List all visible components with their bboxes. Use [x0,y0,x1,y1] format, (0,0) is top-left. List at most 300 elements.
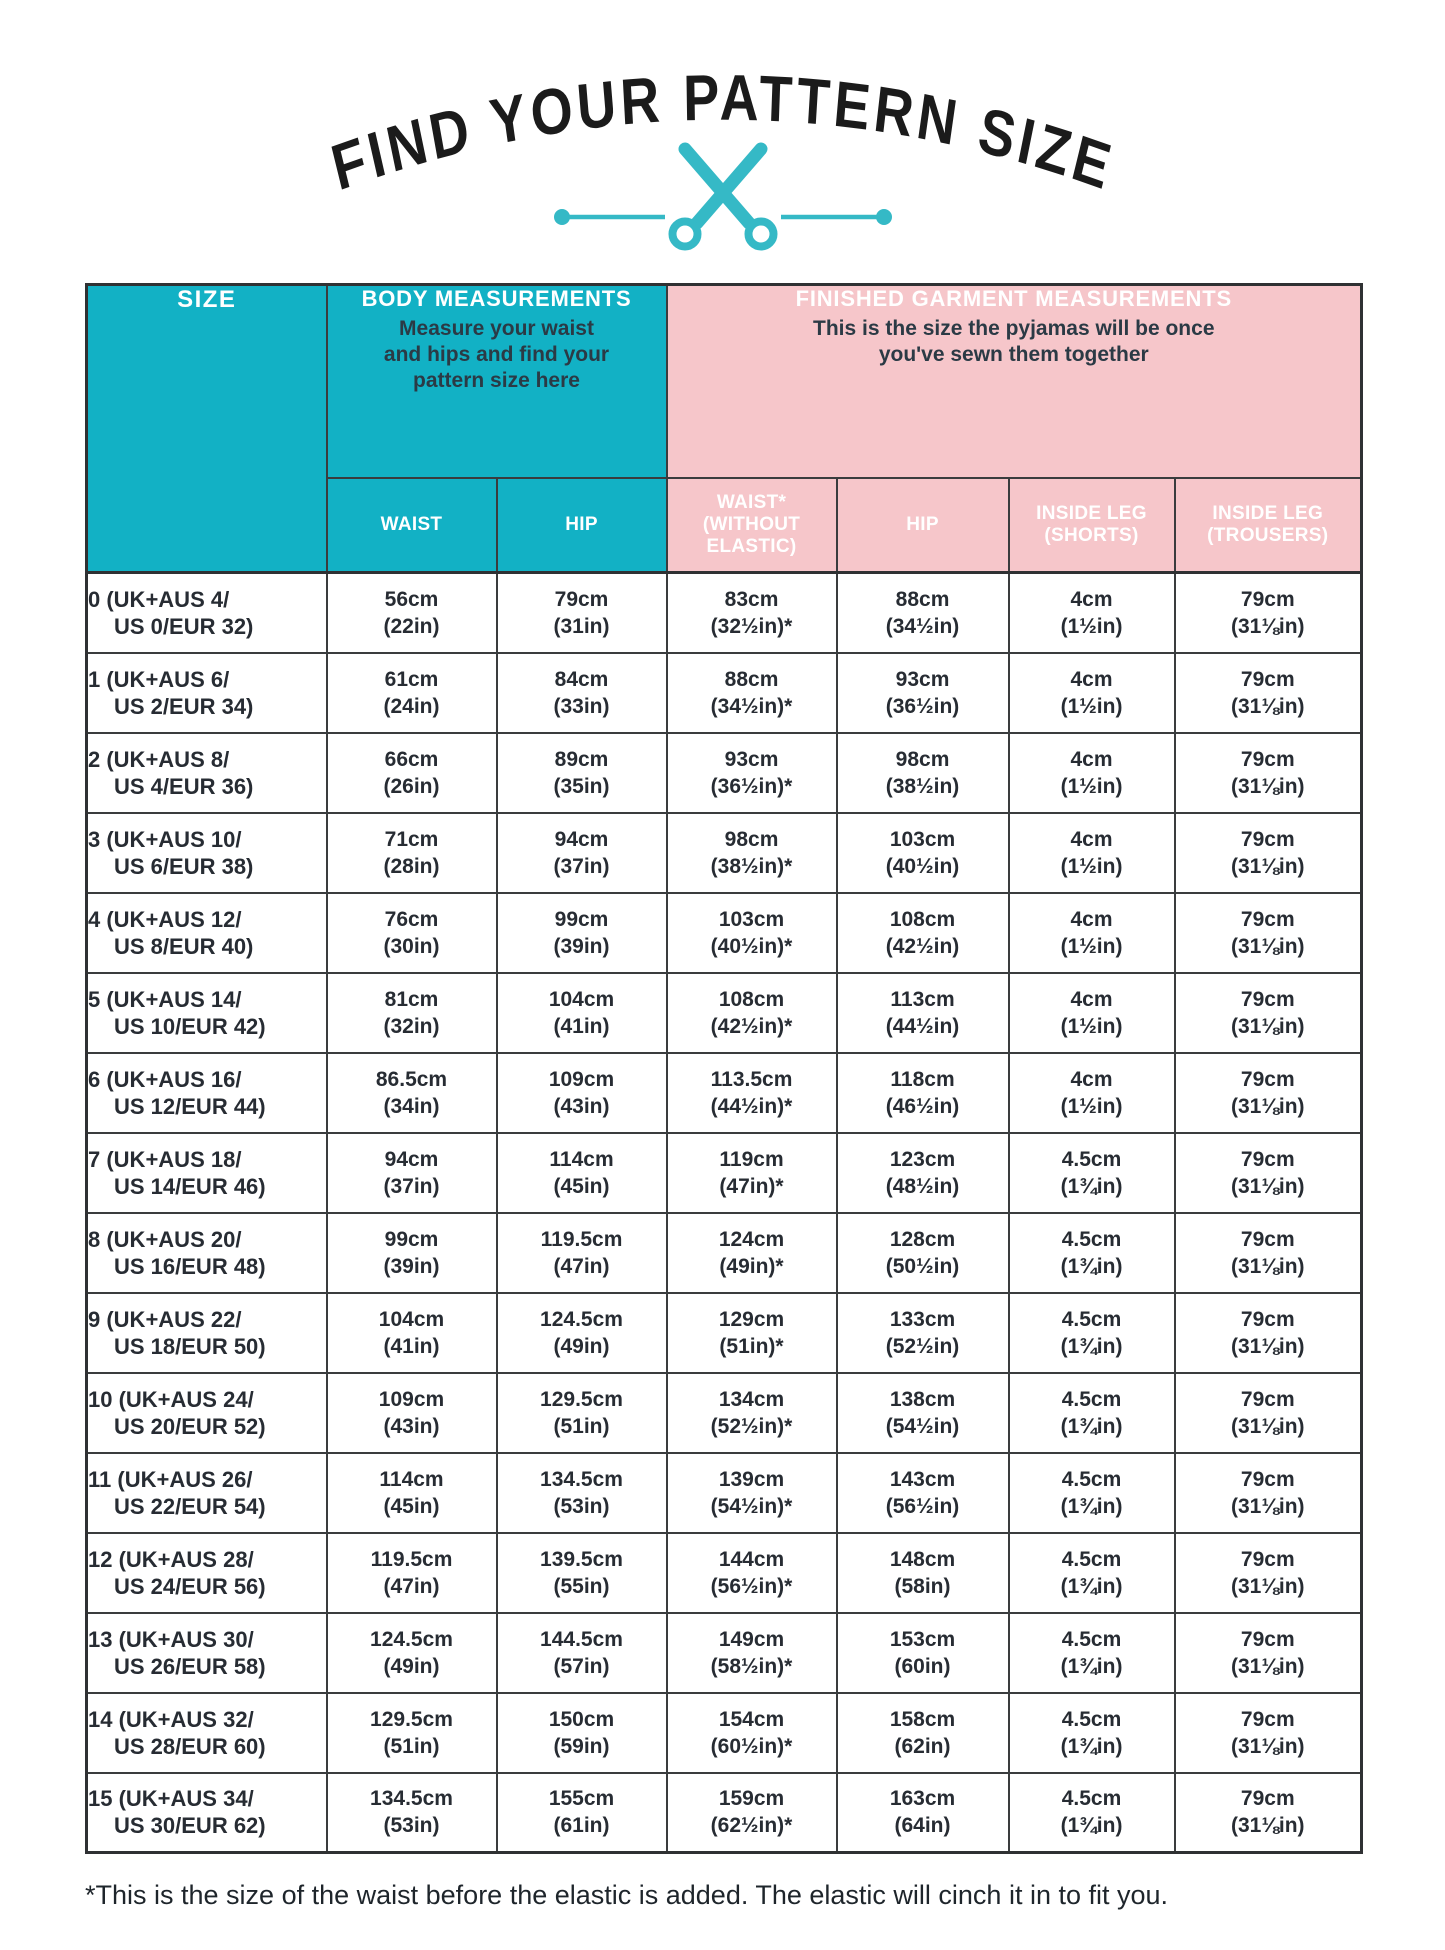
size-label-cell [87,1773,327,1853]
size-label-line: US 6/EUR 38) [114,853,254,879]
size-label-line: US 30/EUR 62) [114,1813,266,1839]
measurement-inches: (31⅛in) [1231,1174,1305,1198]
measurement-cell [497,893,667,973]
measurement-cell [837,1773,1009,1853]
measurement-inches: (1½in) [1060,1094,1123,1118]
measurement-cell [667,653,837,733]
table-row [87,1693,1362,1773]
measurement-cell [1175,653,1362,733]
measurement-cm: 138cm [889,1387,956,1411]
measurement-cm: 104cm [548,987,615,1011]
footnote: *This is the size of the waist before the elastic is added. The elastic will cinch it in to fit you. [85,1880,1169,1910]
finished-garment-header [667,285,1362,478]
measurement-inches: (32½in)* [710,614,793,638]
measurement-cell [1009,813,1175,893]
measurement-inches: (64in) [894,1814,951,1838]
measurement-cm: 88cm [724,667,779,691]
size-label-line: US 14/EUR 46) [114,1173,266,1199]
size-label-line: US 8/EUR 40) [114,933,254,959]
measurement-inches: (40½in) [885,854,960,878]
measurement-cell [837,1533,1009,1613]
measurement-cell [497,1293,667,1373]
measurement-inches: (47in) [383,1574,440,1598]
size-column-header: SIZE [87,285,327,573]
measurement-cell [497,973,667,1053]
size-label-line: 7 (UK+AUS 18/ [88,1146,242,1172]
measurement-inches: (1¾in) [1060,1414,1123,1438]
measurement-cm: 119.5cm [370,1547,453,1571]
measurement-inches: (31⅛in) [1231,774,1305,798]
measurement-cm: 94cm [554,827,609,851]
measurement-cm: 144.5cm [540,1627,623,1651]
measurement-cell [1175,1453,1362,1533]
size-label-line: US 16/EUR 48) [114,1253,266,1279]
measurement-cell [327,1133,497,1213]
measurement-cell [667,1453,837,1533]
measurement-inches: (1½in) [1060,854,1123,878]
size-label-line: US 12/EUR 44) [114,1093,266,1119]
measurement-inches: (1½in) [1060,774,1123,798]
size-table [85,283,1363,1854]
measurement-cm: 158cm [889,1707,956,1731]
measurement-inches: (40½in)* [710,934,793,958]
measurement-cm: 79cm [1240,1307,1295,1331]
measurement-inches: (44½in)* [710,1094,793,1118]
measurement-inches: (60in) [894,1654,951,1678]
measurement-cell [667,573,837,653]
table-row [87,1533,1362,1613]
measurement-inches: (1¾in) [1060,1494,1123,1518]
measurement-inches: (46½in) [885,1094,960,1118]
measurement-cm: 4.5cm [1061,1467,1122,1491]
measurement-inches: (52½in)* [710,1414,793,1438]
scissors-blade [697,149,761,223]
table-row [87,1293,1362,1373]
measurement-inches: (31⅛in) [1231,694,1305,718]
measurement-cell [1009,1613,1175,1693]
measurement-cm: 148cm [889,1547,956,1571]
table-row [87,1213,1362,1293]
measurement-cm: 79cm [1240,1547,1295,1571]
finished-garment-title: FINISHED GARMENT MEASUREMENTS [795,286,1232,311]
measurement-inches: (1¾in) [1060,1334,1123,1358]
measurement-inches: (31⅛in) [1231,854,1305,878]
size-label-line: 5 (UK+AUS 14/ [88,986,242,1012]
page-title: FIND YOUR PATTERN SIZE [324,60,1121,205]
measurement-cell [667,1613,837,1693]
measurement-cell [327,573,497,653]
size-label-cell [87,1133,327,1213]
table-row [87,1773,1362,1853]
scissors-blade [685,149,749,223]
measurement-cm: 4.5cm [1061,1707,1122,1731]
size-label-line: US 26/EUR 58) [114,1653,266,1679]
measurement-cm: 124cm [718,1227,785,1251]
column-header-garment-hip: HIP [837,478,1009,573]
measurement-cm: 84cm [554,667,609,691]
measurement-cell [1009,733,1175,813]
size-label-line: 10 (UK+AUS 24/ [88,1386,254,1412]
measurement-inches: (31⅛in) [1231,1254,1305,1278]
measurement-inches: (34½in) [885,614,960,638]
measurement-cm: 99cm [384,1227,439,1251]
measurement-inches: (61in) [553,1814,610,1838]
measurement-cell [497,1053,667,1133]
measurement-inches: (1¾in) [1060,1814,1123,1838]
measurement-cm: 98cm [895,747,950,771]
measurement-cell [327,973,497,1053]
measurement-inches: (43in) [553,1094,610,1118]
measurement-cm: 79cm [1240,1467,1295,1491]
measurement-cm: 81cm [384,987,439,1011]
measurement-inches: (62½in)* [710,1814,793,1838]
measurement-inches: (31⅛in) [1231,1094,1305,1118]
measurement-cell [1175,573,1362,653]
measurement-cm: 129.5cm [540,1387,623,1411]
size-label-line: 15 (UK+AUS 34/ [88,1786,254,1812]
measurement-cell [837,1293,1009,1373]
measurement-inches: (36½in) [885,694,960,718]
measurement-cm: 150cm [548,1707,615,1731]
measurement-cell [1175,973,1362,1053]
measurement-cm: 93cm [724,747,779,771]
measurement-cell [1009,973,1175,1053]
measurement-cm: 143cm [889,1467,956,1491]
measurement-cell [667,1213,837,1293]
size-label-line: US 20/EUR 52) [114,1413,266,1439]
table-row [87,813,1362,893]
measurement-cm: 108cm [889,907,956,931]
measurement-cell [1009,1293,1175,1373]
size-label-line: US 4/EUR 36) [114,773,254,799]
measurement-cm: 128cm [889,1227,956,1251]
measurement-cm: 4cm [1070,907,1113,931]
measurement-inches: (34in) [383,1094,440,1118]
measurement-cm: 103cm [889,827,956,851]
measurement-cell [1175,1373,1362,1453]
measurement-cm: 4.5cm [1061,1227,1122,1251]
size-label-cell [87,1453,327,1533]
measurement-cm: 4cm [1070,747,1113,771]
scissors-icon [553,137,893,252]
measurement-cell [1009,653,1175,733]
measurement-inches: (31⅛in) [1231,1574,1305,1598]
measurement-cell [837,733,1009,813]
measurement-cell [667,1373,837,1453]
measurement-inches: (47in)* [719,1174,784,1198]
measurement-cell [837,1613,1009,1693]
measurement-cm: 4.5cm [1061,1547,1122,1571]
measurement-cm: 113cm [890,987,955,1011]
measurement-cm: 4cm [1070,1067,1113,1091]
measurement-cm: 114cm [379,1467,444,1491]
measurement-cm: 4.5cm [1061,1627,1122,1651]
measurement-cell [1175,813,1362,893]
measurement-cm: 83cm [724,587,779,611]
measurement-inches: (31⅛in) [1231,934,1305,958]
size-table-header [87,285,1362,573]
measurement-cell [327,1213,497,1293]
size-label-line: 4 (UK+AUS 12/ [88,906,242,932]
measurement-inches: (57in) [553,1654,610,1678]
size-table-body [87,573,1362,1853]
measurement-cell [667,733,837,813]
measurement-cm: 153cm [889,1627,956,1651]
measurement-cell [497,1453,667,1533]
measurement-inches: (49in) [553,1334,610,1358]
size-label-line: US 18/EUR 50) [114,1333,266,1359]
column-header-waist: WAIST [327,478,497,573]
measurement-inches: (33in) [553,694,610,718]
measurement-inches: (49in) [383,1654,440,1678]
measurement-cell [327,893,497,973]
measurement-inches: (60½in)* [710,1734,793,1758]
measurement-inches: (44½in) [885,1014,960,1038]
measurement-cm: 119cm [719,1147,784,1171]
size-label-line: 3 (UK+AUS 10/ [88,826,242,852]
measurement-inches: (1½in) [1060,934,1123,958]
measurement-cm: 88cm [895,587,950,611]
measurement-inches: (31⅛in) [1231,1734,1305,1758]
measurement-cm: 4cm [1070,667,1113,691]
measurement-inches: (1¾in) [1060,1254,1123,1278]
measurement-cell [1009,1213,1175,1293]
measurement-cm: 79cm [1240,1787,1295,1811]
measurement-cell [1009,1693,1175,1773]
measurement-inches: (31⅛in) [1231,1414,1305,1438]
size-label-cell [87,1613,327,1693]
measurement-cm: 4cm [1070,587,1113,611]
measurement-cm: 155cm [548,1787,615,1811]
table-row [87,1373,1362,1453]
measurement-cm: 93cm [895,667,950,691]
measurement-cm: 109cm [378,1387,445,1411]
measurement-inches: (55in) [553,1574,610,1598]
measurement-inches: (37in) [553,854,610,878]
measurement-cell [327,1693,497,1773]
measurement-cell [1009,1133,1175,1213]
measurement-inches: (42½in)* [710,1014,793,1038]
measurement-cm: 79cm [1240,1227,1295,1251]
measurement-inches: (1¾in) [1060,1734,1123,1758]
measurement-inches: (48½in) [885,1174,960,1198]
measurement-inches: (32in) [383,1014,440,1038]
measurement-inches: (31⅛in) [1231,1654,1305,1678]
measurement-cell [837,1693,1009,1773]
size-label-line: US 10/EUR 42) [114,1013,266,1039]
measurement-inches: (56½in) [885,1494,960,1518]
measurement-cell [837,573,1009,653]
measurement-cm: 79cm [554,587,609,611]
measurement-cell [327,1373,497,1453]
measurement-cm: 144cm [718,1547,785,1571]
measurement-cell [667,1533,837,1613]
measurement-cell [837,1133,1009,1213]
measurement-cell [1175,1293,1362,1373]
cut-line-right-dot [876,209,892,225]
measurement-cell [667,1693,837,1773]
measurement-inches: (53in) [383,1814,440,1838]
measurement-cm: 89cm [554,747,609,771]
measurement-inches: (47in) [553,1254,610,1278]
measurement-cell [1175,1613,1362,1693]
measurement-cm: 109cm [548,1067,615,1091]
measurement-cell [1009,1373,1175,1453]
measurement-cm: 79cm [1240,1387,1295,1411]
measurement-cm: 103cm [718,907,785,931]
measurement-cell [667,973,837,1053]
size-label-cell [87,1693,327,1773]
measurement-inches: (39in) [553,934,610,958]
measurement-cm: 66cm [384,747,439,771]
measurement-cm: 4cm [1070,827,1113,851]
measurement-cm: 86.5cm [375,1067,448,1091]
measurement-inches: (42½in) [885,934,960,958]
measurement-cm: 113.5cm [710,1067,793,1091]
size-label-line: US 24/EUR 56) [114,1573,266,1599]
measurement-cell [1009,1773,1175,1853]
measurement-inches: (31⅛in) [1231,1014,1305,1038]
size-label-line: 0 (UK+AUS 4/ [88,586,230,612]
measurement-cm: 79cm [1240,1707,1295,1731]
measurement-inches: (45in) [553,1174,610,1198]
measurement-inches: (50½in) [885,1254,960,1278]
measurement-cell [497,1133,667,1213]
size-label-cell [87,1373,327,1453]
measurement-inches: (31⅛in) [1231,1814,1305,1838]
measurement-cm: 133cm [889,1307,956,1331]
measurement-cell [1009,893,1175,973]
measurement-cell [1175,893,1362,973]
measurement-inches: (53in) [553,1494,610,1518]
measurement-inches: (39in) [383,1254,440,1278]
measurement-cm: 94cm [384,1147,439,1171]
table-row [87,1453,1362,1533]
measurement-cell [667,1293,837,1373]
measurement-inches: (1¾in) [1060,1174,1123,1198]
measurement-cm: 79cm [1240,827,1295,851]
measurement-inches: (59in) [553,1734,610,1758]
size-label-cell [87,653,327,733]
measurement-cm: 4.5cm [1061,1147,1122,1171]
measurement-inches: (49in)* [719,1254,784,1278]
measurement-cell [327,1533,497,1613]
table-row [87,653,1362,733]
measurement-cm: 129.5cm [370,1707,453,1731]
measurement-inches: (1¾in) [1060,1574,1123,1598]
size-label-cell [87,813,327,893]
measurement-inches: (41in) [383,1334,440,1358]
measurement-cm: 61cm [384,667,439,691]
size-label-line: 8 (UK+AUS 20/ [88,1226,242,1252]
measurement-cell [667,893,837,973]
measurement-inches: (56½in)* [710,1574,793,1598]
measurement-cell [327,1773,497,1853]
measurement-cell [497,813,667,893]
measurement-inches: (43in) [383,1414,440,1438]
measurement-cell [837,973,1009,1053]
measurement-cm: 134.5cm [540,1467,623,1491]
measurement-cm: 114cm [549,1147,614,1171]
size-label-cell [87,1533,327,1613]
measurement-inches: (1½in) [1060,1014,1123,1038]
column-header-inside-leg-shorts: INSIDE LEG (SHORTS) [1009,478,1175,573]
size-label-cell [87,893,327,973]
measurement-cell [497,1693,667,1773]
measurement-cell [667,813,837,893]
size-label-cell [87,733,327,813]
measurement-inches: (51in) [553,1414,610,1438]
measurement-cm: 79cm [1240,587,1295,611]
size-label-line: US 0/EUR 32) [114,613,254,639]
size-label-line: 6 (UK+AUS 16/ [88,1066,242,1092]
column-header-waist-without-elastic: WAIST* (WITHOUT ELASTIC) [667,478,837,573]
measurement-inches: (1½in) [1060,614,1123,638]
size-label-line: 12 (UK+AUS 28/ [88,1546,254,1572]
measurement-inches: (31⅛in) [1231,1334,1305,1358]
measurement-cell [497,653,667,733]
size-label-cell [87,1293,327,1373]
measurement-inches: (58½in)* [710,1654,793,1678]
measurement-cm: 129cm [718,1307,785,1331]
measurement-inches: (34½in)* [710,694,793,718]
measurement-inches: (30in) [383,934,440,958]
measurement-inches: (36½in)* [710,774,793,798]
measurement-cm: 134cm [718,1387,785,1411]
measurement-cell [497,1213,667,1293]
measurement-cm: 149cm [718,1627,785,1651]
measurement-cell [837,1373,1009,1453]
measurement-cell [497,573,667,653]
measurement-inches: (37in) [383,1174,440,1198]
measurement-cell [837,813,1009,893]
body-measurements-header [327,285,667,478]
measurement-inches: (45in) [383,1494,440,1518]
size-label-line: 11 (UK+AUS 26/ [88,1466,253,1492]
measurement-cm: 79cm [1240,987,1295,1011]
table-row [87,733,1362,813]
scissors-handle [672,222,697,247]
measurement-inches: (35in) [553,774,610,798]
measurement-cm: 124.5cm [370,1627,453,1651]
measurement-cm: 134.5cm [370,1787,453,1811]
size-label-line: 1 (UK+AUS 6/ [88,666,230,692]
measurement-inches: (31in) [553,614,610,638]
size-label-cell [87,1213,327,1293]
measurement-cell [837,893,1009,973]
body-measurements-title: BODY MEASUREMENTS [361,286,632,311]
measurement-cm: 79cm [1240,1627,1295,1651]
cut-line-left-dot [554,209,570,225]
size-label-line: US 28/EUR 60) [114,1733,266,1759]
size-label-line: 13 (UK+AUS 30/ [88,1626,254,1652]
measurement-inches: (58in) [894,1574,951,1598]
measurement-cm: 108cm [718,987,785,1011]
measurement-inches: (38½in) [885,774,960,798]
measurement-cm: 71cm [384,827,439,851]
measurement-cm: 139cm [718,1467,785,1491]
size-label-line: 9 (UK+AUS 22/ [88,1306,242,1332]
measurement-cell [497,1773,667,1853]
measurement-inches: (22in) [383,614,440,638]
measurement-cell [327,1293,497,1373]
measurement-cell [1009,1053,1175,1133]
measurement-cm: 163cm [889,1787,956,1811]
measurement-inches: (54½in) [885,1414,960,1438]
table-row [87,1133,1362,1213]
size-label-line: 14 (UK+AUS 32/ [88,1706,254,1732]
measurement-cell [1175,1693,1362,1773]
